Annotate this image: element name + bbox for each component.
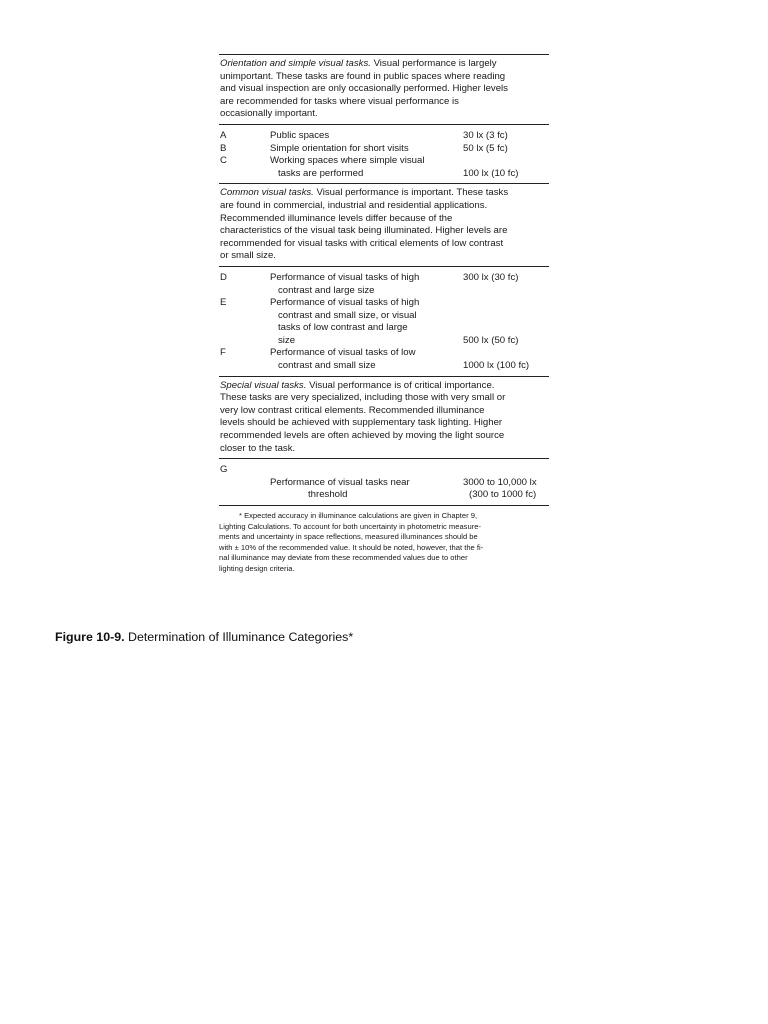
section-intro-line [220,71,549,84]
category-letter: E [220,297,227,309]
section-intro-line [220,58,549,71]
section-intro-text: characteristics of the visual task being illuminated. Higher levels are [220,225,508,237]
category-letter: D [220,271,227,283]
category-description-line: tasks of low contrast and large [278,322,408,334]
section-intro-text: closer to the task. [220,442,296,454]
illuminance-value-line: 300 lx (30 fc) [463,271,519,283]
section-intro-line [220,250,549,263]
figure-caption [55,630,353,644]
category-description-line: Performance of visual tasks of high [270,271,420,283]
illuminance-value [463,143,549,156]
section-intro-line [220,225,549,238]
category-description-line: contrast and small size, or visual [278,309,417,321]
illuminance-value [463,360,549,373]
section-intro-text: levels should be achieved with supplementary task lighting. Higher [220,417,503,429]
category-description-line: tasks are performed [278,167,364,179]
illuminance-value [463,464,549,502]
footnote [219,506,549,575]
section-intro-text: Visual performance is important. These tasks [316,187,509,199]
footnote-line: with ± 10% of the recommended value. It should be noted, however, that the fi- [219,542,484,552]
section-title: Orientation and simple visual tasks. [220,58,371,69]
category-letter: A [220,129,227,141]
footnote-line: ments and uncertainty in space reflections, measured illuminances should be [219,532,478,542]
section-intro-text: Visual performance is largely [373,58,497,69]
category-rows [219,125,549,183]
footnote-line: lighting design criteria. [219,563,295,573]
section-title: Special visual tasks. [220,379,307,391]
category-description-line: Working spaces where simple visual [270,155,425,167]
illuminance-value [463,335,549,348]
illuminance-value [463,272,549,285]
section-intro-line [220,392,549,405]
category-description [270,155,463,180]
section-intro-text: occasionally important. [220,108,318,120]
category-description [270,130,463,143]
illuminance-value [463,130,549,143]
section-intro-line [220,430,549,443]
section-intro-line [220,443,549,456]
illuminance-value [463,168,549,181]
section-intro-text: recommended levels are often achieved by moving the light source [220,430,505,442]
illuminance-value-line: (300 to 1000 fc) [469,489,537,501]
section-intro-text: Visual performance is of critical importance. [309,379,495,391]
figure-title: Determination of Illuminance Categories* [124,630,354,644]
section-intro-line [220,187,549,200]
section-intro-text: These tasks are very specialized, including those with very small or [220,392,506,404]
table-sections [219,54,549,505]
section-intro-text: Recommended illuminance levels differ because of the [220,212,453,224]
category-description [270,347,463,372]
category-rows [219,267,549,376]
illuminance-value-line: 500 lx (50 fc) [463,334,519,346]
category-description-line: Performance of visual tasks near [270,476,410,488]
category-description-line: Performance of visual tasks of high [270,297,420,309]
category-description [270,477,463,502]
illuminance-value-line: 3000 to 10,000 lx [463,476,537,488]
section-intro-line [220,405,549,418]
category-row-d [220,272,549,297]
category-row-e [220,297,549,347]
section-title: Common visual tasks. [220,187,314,199]
section-intro-text: are found in commercial, industrial and residential applications. [220,199,488,211]
category-letter: B [220,142,227,154]
section-intro-line [220,83,549,96]
section-intro-text: very low contrast critical elements. Recommended illuminance [220,404,485,416]
category-letter: G [220,464,228,476]
illuminance-value-line: 50 lx (5 fc) [463,142,508,154]
section-intro-line [220,238,549,251]
category-description-line: size [278,334,296,346]
section-intro-text: unimportant. These tasks are found in public spaces where reading [220,70,506,82]
footnote-line: Lighting Calculations. To account for both uncertainty in photometric measure- [219,521,481,531]
footnote-line: nal illuminance may deviate from these recommended values due to other [219,553,468,563]
footnote-line: * Expected accuracy in illuminance calculations are given in Chapter 9, [239,511,478,520]
category-description-line: Performance of visual tasks of low [270,347,416,359]
category-description-line: threshold [308,489,348,501]
category-letter: C [220,155,227,167]
category-description [270,143,463,156]
section-intro-text: or small size. [220,250,276,262]
illuminance-value-line: 100 lx (10 fc) [463,167,519,179]
category-description-line: contrast and large size [278,284,375,296]
section-intro [219,55,549,124]
section-intro-line [220,417,549,430]
section-intro-text: recommended for visual tasks with critical elements of low contrast [220,237,504,249]
category-row-a [220,130,549,143]
category-rows [219,459,549,505]
category-description-line: Public spaces [270,129,330,141]
category-description [270,297,463,347]
section-intro [219,184,549,266]
section-intro-line [220,108,549,121]
section-intro-line [220,380,549,393]
category-description [270,272,463,297]
category-description-line: contrast and small size [278,360,376,372]
category-letter: F [220,347,226,359]
section-intro-line [220,96,549,109]
section-intro-text: and visual inspection are only occasionally performed. Higher levels [220,83,508,95]
category-row-f [220,347,549,372]
illuminance-categories-table [219,54,549,575]
section-intro-line [220,213,549,226]
illuminance-value-line: 30 lx (3 fc) [463,129,508,141]
section-intro [219,377,549,459]
category-row-b [220,143,549,156]
section-intro-text: are recommended for tasks where visual performance is [220,95,459,107]
category-row-c [220,155,549,180]
category-description-line: Simple orientation for short visits [270,142,409,154]
figure-label: Figure 10-9. [55,630,125,644]
section-intro-line [220,200,549,213]
category-row-g [220,464,549,502]
illuminance-value-line: 1000 lx (100 fc) [463,360,530,372]
